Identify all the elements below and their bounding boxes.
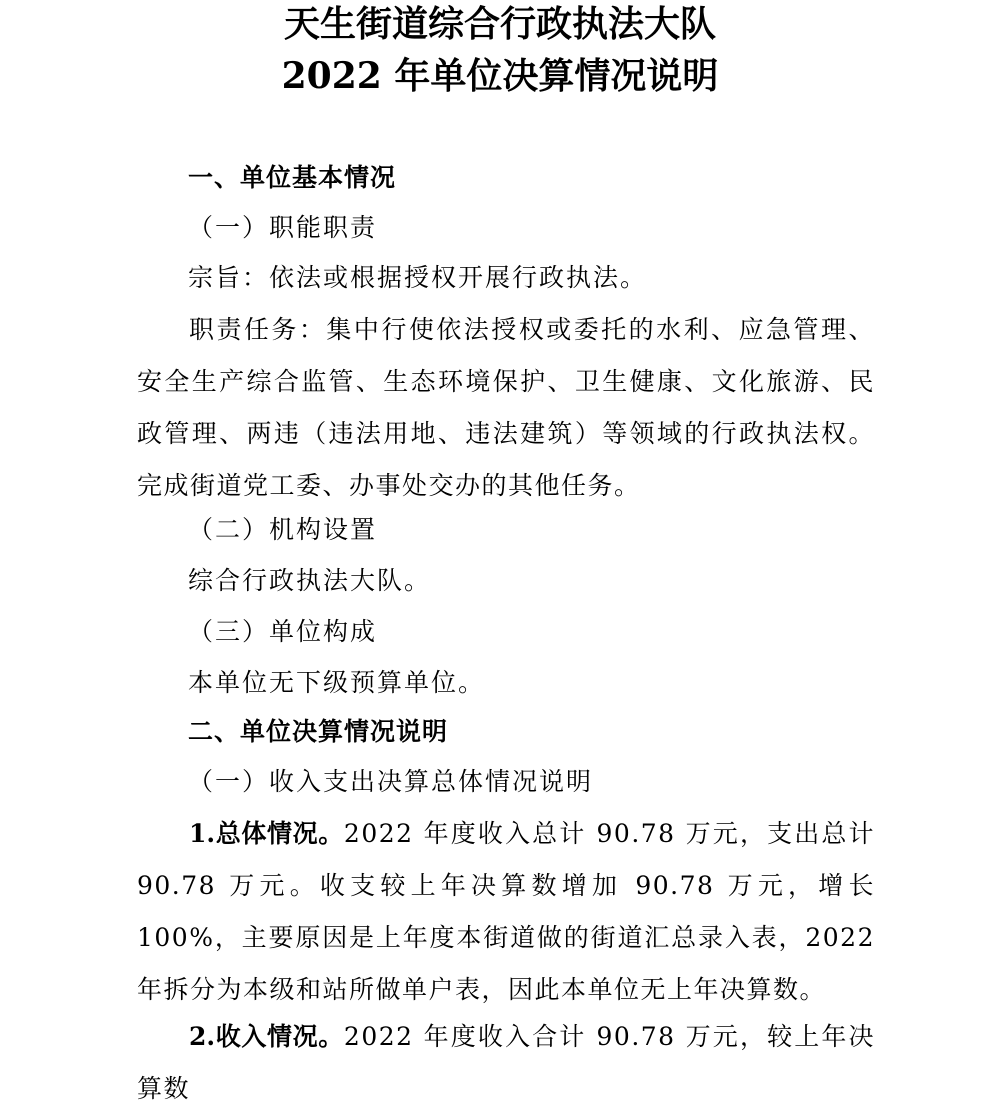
document-title-line-1: 天生街道综合行政执法大队: [283, 3, 716, 45]
document-title-line-2: 2022 年单位决算情况说明: [281, 55, 719, 97]
section-1-heading: 一、单位基本情况: [188, 163, 397, 192]
section-1-sub-1-heading: （一）职能职责: [188, 213, 378, 242]
income-paragraph: [137, 1011, 875, 1115]
section-2-heading: 二、单位决算情况说明: [188, 717, 449, 746]
duties-paragraph: 职责任务：集中行使依法授权或委托的水利、应急管理、安全生产综合监管、生态环境保护、卫生健康、文化旅游、民政管理、两违（违法用地、违法建筑）等领域的行政执法权。完成街道党工委、办事处交办的其他任务。: [137, 315, 875, 500]
overall-situation-label: 1.总体情况。: [189, 819, 344, 848]
purpose-paragraph: 宗旨：依法或根据授权开展行政执法。: [188, 263, 648, 292]
section-2-sub-1-heading: （一）收入支出决算总体情况说明: [188, 767, 594, 796]
overall-situation-text: 2022 年度收入总计 90.78 万元，支出总计 90.78 万元。收支较上年决算数增加 90.78 万元，增长 100%，主要原因是上年度本街道做的街道汇总录入表，2022 年拆分为本级和站所做单户表，因此本单位无上年决算数。: [137, 819, 875, 1004]
organization-paragraph: 综合行政执法大队。: [188, 566, 432, 595]
composition-paragraph: 本单位无下级预算单位。: [188, 668, 486, 697]
section-1-sub-2-heading: （二）机构设置: [188, 515, 378, 544]
income-label: 2.收入情况。: [189, 1022, 344, 1051]
income-text: 2022 年度收入合计 90.78 万元，较上年决算数: [137, 1022, 875, 1103]
overall-situation-paragraph: [137, 808, 875, 1016]
section-1-sub-3-heading: （三）单位构成: [188, 617, 378, 646]
